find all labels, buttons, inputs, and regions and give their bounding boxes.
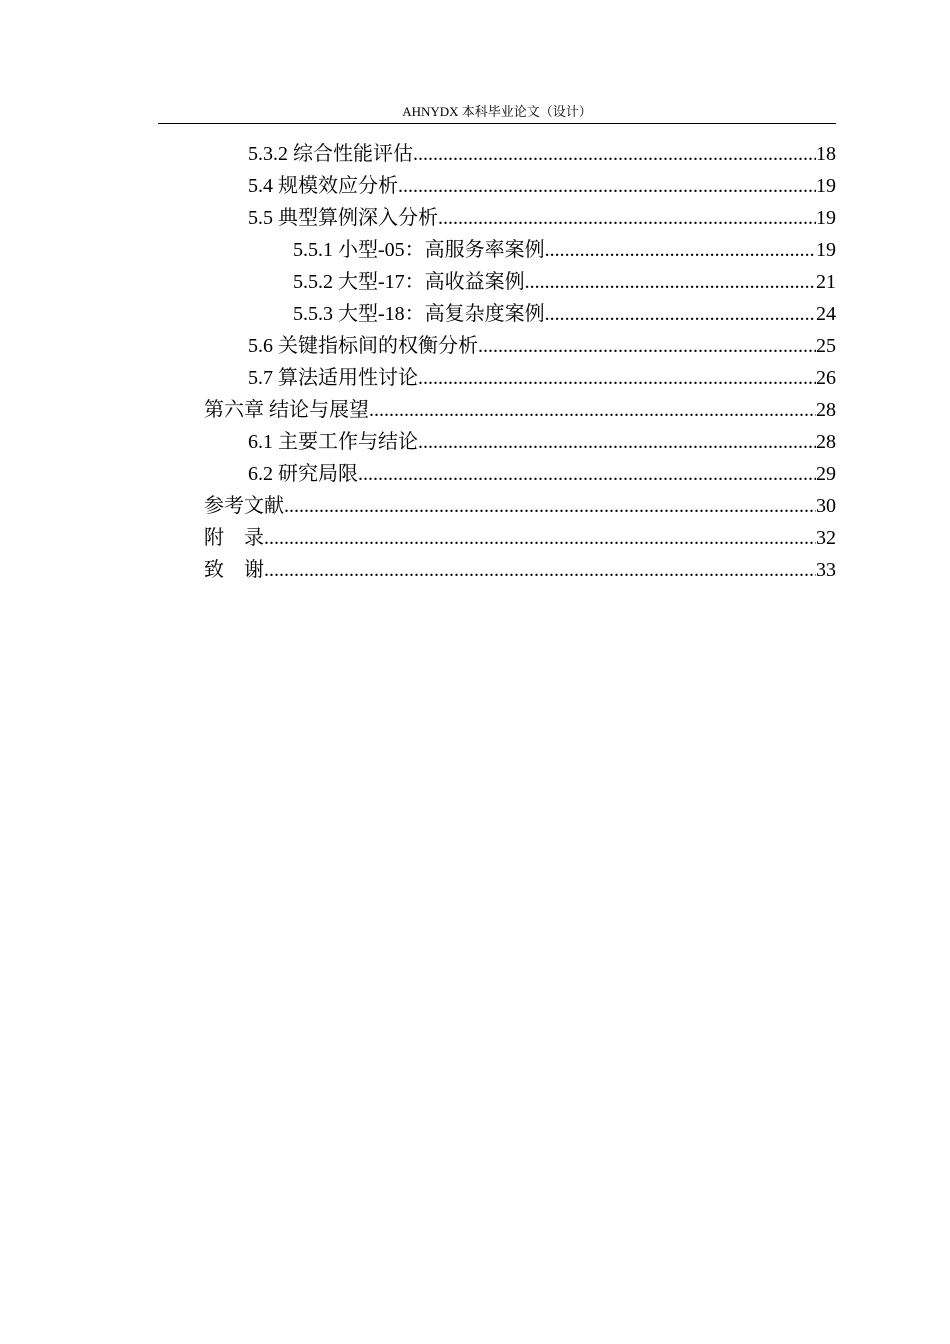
header-rule <box>158 123 836 124</box>
toc-entry-page: 18 <box>816 143 836 165</box>
page-header: AHNYDX 本科毕业论文（设计） <box>402 104 592 119</box>
table-of-contents <box>204 138 836 586</box>
toc-dot-leader <box>369 394 816 426</box>
toc-entry-title: 6.2 研究局限 <box>248 463 358 485</box>
toc-entry[interactable] <box>204 362 836 394</box>
toc-entry[interactable] <box>204 234 836 266</box>
toc-entry-page: 29 <box>816 463 836 485</box>
toc-entry-title: 致 谢 <box>204 559 264 581</box>
toc-entry-page: 19 <box>816 207 836 229</box>
toc-entry-page: 28 <box>816 431 836 453</box>
toc-entry-title: 参考文献 <box>204 495 284 517</box>
toc-entry-page: 24 <box>816 303 836 325</box>
toc-entry[interactable] <box>204 202 836 234</box>
toc-entry[interactable] <box>204 426 836 458</box>
toc-entry-title: 5.6 关键指标间的权衡分析 <box>248 335 478 357</box>
toc-entry-page: 33 <box>816 559 836 581</box>
toc-dot-leader <box>264 522 816 554</box>
toc-entry[interactable] <box>204 394 836 426</box>
toc-entry[interactable] <box>204 522 836 554</box>
toc-entry[interactable] <box>204 458 836 490</box>
toc-dot-leader <box>413 138 816 170</box>
toc-entry-title: 附 录 <box>204 527 264 549</box>
toc-entry-page: 19 <box>816 175 836 197</box>
toc-entry[interactable] <box>204 490 836 522</box>
toc-entry-title: 6.1 主要工作与结论 <box>248 431 418 453</box>
toc-entry-page: 30 <box>816 495 836 517</box>
toc-entry-title: 5.3.2 综合性能评估 <box>248 143 413 165</box>
toc-dot-leader <box>478 330 816 362</box>
toc-entry-page: 32 <box>816 527 836 549</box>
toc-dot-leader <box>438 202 816 234</box>
toc-dot-leader <box>264 554 816 586</box>
toc-dot-leader <box>525 266 816 298</box>
toc-entry[interactable] <box>204 138 836 170</box>
toc-dot-leader <box>284 490 816 522</box>
toc-entry[interactable] <box>204 298 836 330</box>
toc-dot-leader <box>418 426 816 458</box>
toc-entry-title: 5.7 算法适用性讨论 <box>248 367 418 389</box>
toc-entry-title: 5.5.2 大型-17：高收益案例 <box>293 271 525 293</box>
toc-entry-page: 25 <box>816 335 836 357</box>
toc-entry-page: 21 <box>816 271 836 293</box>
toc-dot-leader <box>545 234 816 266</box>
toc-entry-page: 28 <box>816 399 836 421</box>
toc-entry-page: 26 <box>816 367 836 389</box>
toc-dot-leader <box>358 458 816 490</box>
toc-dot-leader <box>418 362 816 394</box>
toc-entry[interactable] <box>204 170 836 202</box>
toc-entry-title: 5.4 规模效应分析 <box>248 175 398 197</box>
toc-entry-title: 第六章 结论与展望 <box>204 399 369 421</box>
toc-dot-leader <box>398 170 816 202</box>
toc-entry[interactable] <box>204 330 836 362</box>
toc-dot-leader <box>545 298 816 330</box>
toc-entry-title: 5.5.1 小型-05：高服务率案例 <box>293 239 545 261</box>
toc-entry-page: 19 <box>816 239 836 261</box>
toc-entry[interactable] <box>204 554 836 586</box>
toc-entry-title: 5.5.3 大型-18：高复杂度案例 <box>293 303 545 325</box>
toc-entry-title: 5.5 典型算例深入分析 <box>248 207 438 229</box>
toc-entry[interactable] <box>204 266 836 298</box>
